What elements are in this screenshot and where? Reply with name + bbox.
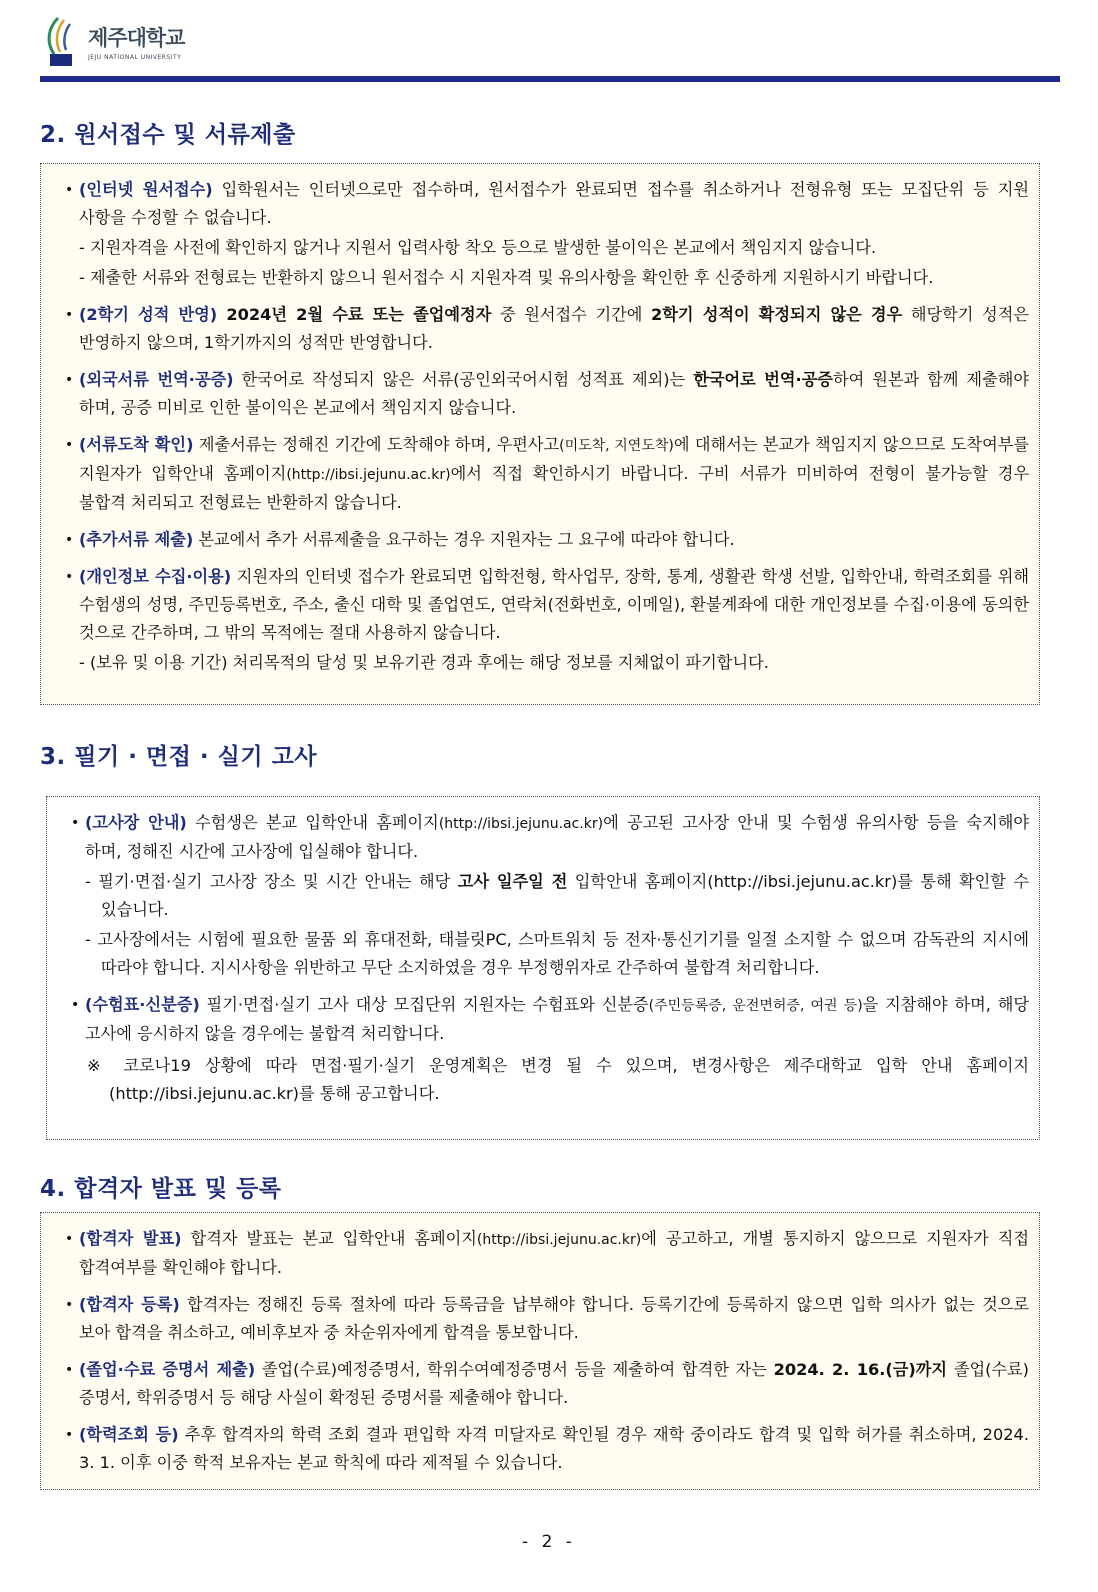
list-item: • (합격자 발표) 합격자 발표는 본교 입학안내 홈페이지(http://ibsi.jejunu.ac.kr)에 공고하고, 개별 통지하지 않으므로 지원자가 직접 합격여부를 확인해야 합니다. <box>65 1225 1029 1282</box>
section-4-box <box>40 1212 1040 1490</box>
list-item: • (학력조회 등) 추후 합격자의 학력 조회 결과 편입학 자격 미달자로 확인될 경우 재학 중이라도 합격 및 입학 허가를 취소하며, 2024. 3. 1. 이후 이중 학적 보유자는 본교 학칙에 따라 제적될 수 있습니다. <box>65 1421 1029 1477</box>
list-item: • (고사장 안내) 수험생은 본교 입학안내 홈페이지(http://ibsi.jejunu.ac.kr)에 공고된 고사장 안내 및 수험생 유의사항 등을 숙지해야 하며, 정해진 시간에 고사장에 입실해야 합니다. <box>71 809 1029 866</box>
logo-subtitle: JEJU NATIONAL UNIVERSITY <box>88 54 182 61</box>
university-logo <box>40 14 200 70</box>
section-2-title: 2. 원서접수 및 서류제출 <box>40 122 296 148</box>
header-rule <box>40 76 1060 82</box>
sub-item: - 필기·면접·실기 고사장 장소 및 시간 안내는 해당 고사 일주일 전 입학안내 홈페이지(http://ibsi.jejunu.ac.kr)를 통해 확인할 수 있습니다. <box>85 872 1030 919</box>
list-item: • (졸업·수료 증명서 제출) 졸업(수료)예정증명서, 학위수여예정증명서 등을 제출하여 합격한 자는 2024. 2. 16.(금)까지 졸업(수료)증명서, 학위증명서 등 해당 사실이 확정된 증명서를 제출해야 합니다. <box>65 1356 1029 1412</box>
section-3-box <box>46 796 1040 1140</box>
page-number: - 2 - <box>522 1532 576 1552</box>
sub-item: - (보유 및 이용 기간) 처리목적의 달성 및 보유기관 경과 후에는 해당 정보를 지체없이 파기합니다. <box>79 653 769 672</box>
list-item: • (외국서류 번역·공증) 한국어로 작성되지 않은 서류(공인외국어시험 성적표 제외)는 한국어로 번역·공증하여 원본과 함께 제출해야 하며, 공증 미비로 인한 불이익은 본교에서 책임지지 않습니다. <box>65 366 1029 422</box>
list-item: • (추가서류 제출) 본교에서 추가 서류제출을 요구하는 경우 지원자는 그 요구에 따라야 합니다. <box>65 526 1029 554</box>
list-item: • (서류도착 확인) 제출서류는 정해진 기간에 도착해야 하며, 우편사고(미도착, 지연도착)에 대해서는 본교가 책임지지 않으므로 도착여부를 지원자가 입학안내 홈페이지(http://ibsi.jejunu.ac.kr)에서 직접 확인하시기 바랍니다. 구비 서류가 미비하여 전형이 불가능할 경우 불합격 처리되고 전형료는 반환하지 않습니다. <box>65 431 1029 517</box>
list-item: • (수험표·신분증) 필기·면접·실기 고사 대상 모집단위 지원자는 수험표와 신분증(주민등록증, 운전면허증, 여권 등)을 지참해야 하며, 해당 고사에 응시하지 않을 경우에는 불합격 처리합니다. <box>71 991 1029 1048</box>
note: ※ 코로나19 상황에 따라 면접·필기·실기 운영계획은 변경 될 수 있으며, 변경사항은 제주대학교 입학 안내 홈페이지(http://ibsi.jejunu.ac.kr)를 통해 공고합니다. <box>87 1056 1029 1103</box>
sub-item: - 제출한 서류와 전형료는 반환하지 않으니 원서접수 시 지원자격 및 유의사항을 확인한 후 신중하게 지원하시기 바랍니다. <box>79 268 934 287</box>
list-item: • (2학기 성적 반영) 2024년 2월 수료 또는 졸업예정자 중 원서접수 기간에 2학기 성적이 확정되지 않은 경우 해당학기 성적은 반영하지 않으며, 1학기까지의 성적만 반영합니다. <box>65 301 1029 357</box>
list-item: • (인터넷 원서접수) 입학원서는 인터넷으로만 접수하며, 원서접수가 완료되면 접수를 취소하거나 전형유형 또는 모집단위 등 지원 사항을 수정할 수 없습니다. <box>65 176 1029 232</box>
list-item: • (합격자 등록) 합격자는 정해진 등록 절차에 따라 등록금을 납부해야 합니다. 등록기간에 등록하지 않으면 입학 의사가 없는 것으로 보아 합격을 취소하고, 예비후보자 중 차순위자에게 합격을 통보합니다. <box>65 1291 1029 1347</box>
logo-emblem-icon <box>40 14 84 68</box>
logo-name: 제주대학교 <box>88 26 185 50</box>
sub-item: - 고사장에서는 시험에 필요한 물품 외 휴대전화, 태블릿PC, 스마트워치 등 전자·통신기기를 일절 소지할 수 없으며 감독관의 지시에 따라야 합니다. 지시사항을 위반하고 무단 소지하였을 경우 부정행위자로 간주하여 불합격 처리합니다. <box>85 930 1029 977</box>
section-3-title: 3. 필기 · 면접 · 실기 고사 <box>40 744 318 770</box>
section-2-box <box>40 163 1040 705</box>
section-4-title: 4. 합격자 발표 및 등록 <box>40 1176 282 1202</box>
sub-item: - 지원자격을 사전에 확인하지 않거나 지원서 입력사항 착오 등으로 발생한 불이익은 본교에서 책임지지 않습니다. <box>79 238 877 257</box>
list-item: • (개인정보 수집·이용) 지원자의 인터넷 접수가 완료되면 입학전형, 학사업무, 장학, 통계, 생활관 학생 선발, 입학안내, 학력조회를 위해 수험생의 성명, 주민등록번호, 주소, 출신 대학 및 졸업연도, 연락처(전화번호, 이메일), 환불계좌에 대한 개인정보를 수집·이용에 동의한 것으로 간주하며, 그 밖의 목적에는 절대 사용하지 않습니다. <box>65 563 1029 647</box>
